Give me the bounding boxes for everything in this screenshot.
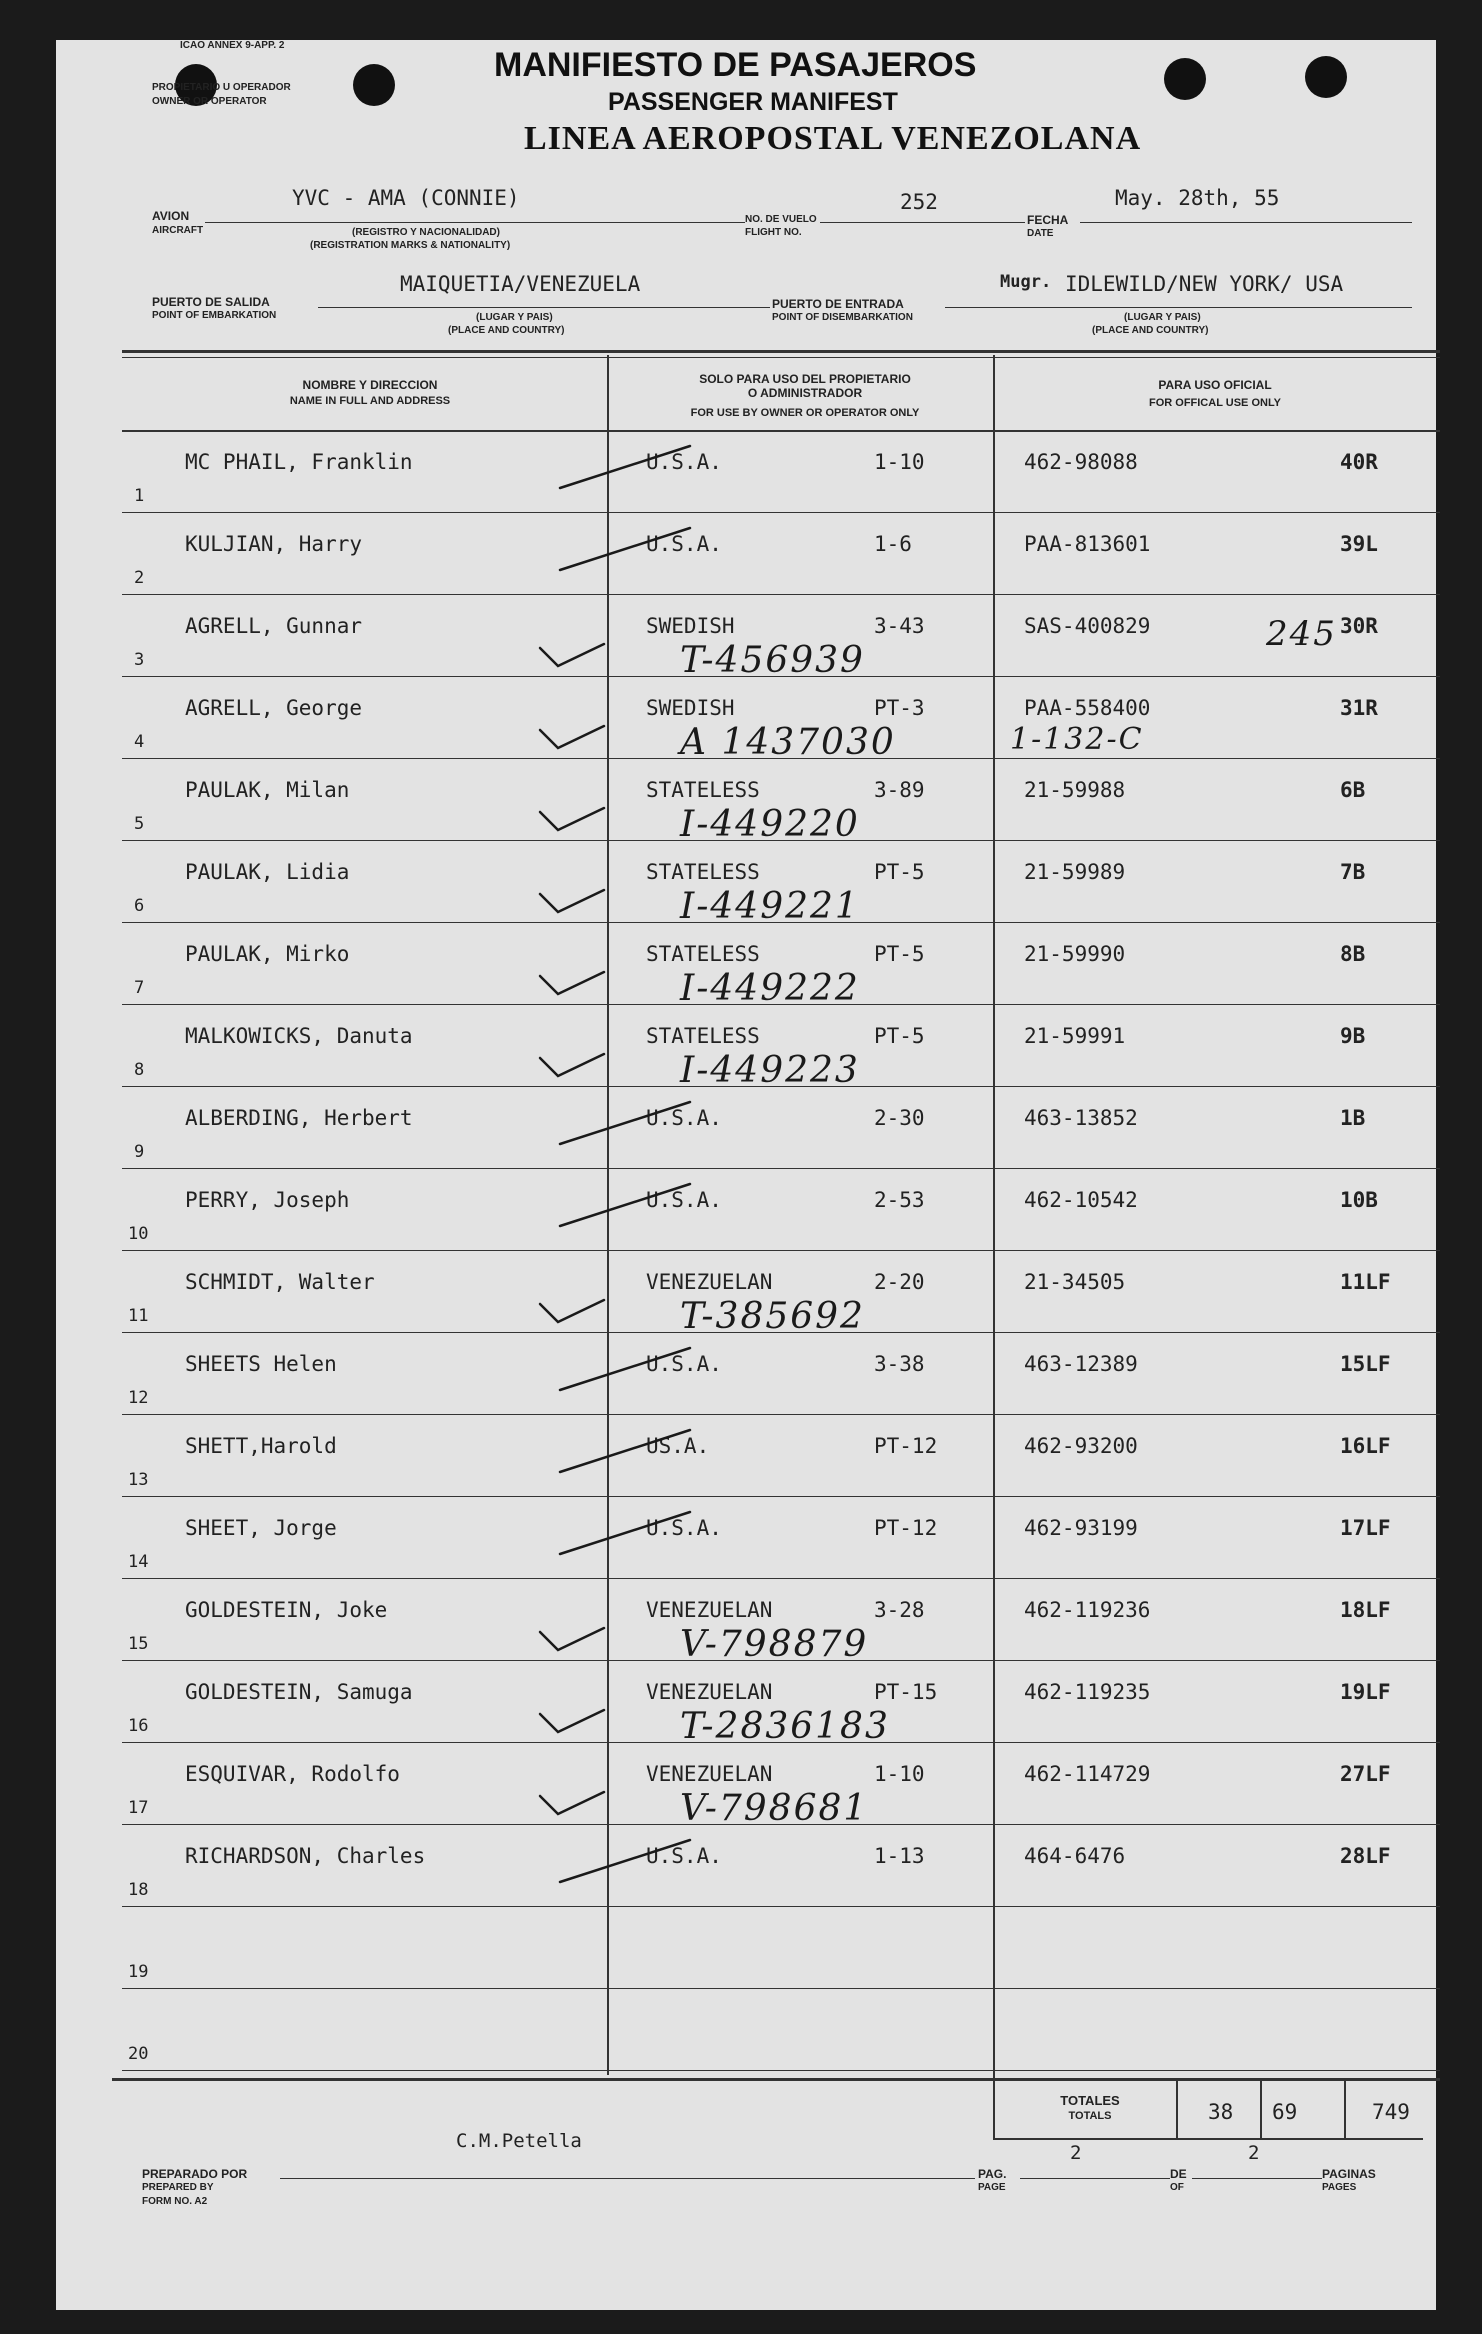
nationality: U.S.A. [646, 1188, 722, 1212]
passenger-name: GOLDESTEIN, Samuga [185, 1680, 413, 1704]
seat: 15LF [1340, 1352, 1391, 1376]
check-mark [560, 1348, 690, 1390]
check-mark [540, 1300, 604, 1322]
seat: 7B [1340, 860, 1366, 884]
row-number: 6 [134, 896, 145, 916]
aircraft-value: YVC - AMA (CONNIE) [292, 186, 520, 210]
ticket-number: 21-59988 [1024, 778, 1126, 802]
seat: 8B [1340, 942, 1366, 966]
ticket-number: 464-6476 [1024, 1844, 1126, 1868]
prepared-label-es: PREPARADO POR [142, 2167, 248, 2181]
ticket-number: 462-10542 [1024, 1188, 1138, 1212]
nationality: U.S.A. [646, 532, 722, 556]
passenger-name: SHEET, Jorge [185, 1516, 337, 1540]
aircraft-label-es: AVION [152, 209, 190, 223]
row-number: 7 [134, 978, 145, 998]
col-header-owner-en: FOR USE BY OWNER OR OPERATOR ONLY [690, 407, 920, 419]
passenger-name: AGRELL, George [185, 696, 363, 720]
embark-label-es: PUERTO DE SALIDA [152, 295, 270, 309]
owner-code: PT-5 [874, 942, 925, 966]
passenger-name: SHETT,Harold [185, 1434, 337, 1458]
passenger-name: AGRELL, Gunnar [185, 614, 363, 638]
nationality: U.S.A. [646, 1106, 722, 1130]
totals-value-2: 69 [1272, 2100, 1298, 2124]
ticket-number: 21-59990 [1024, 942, 1126, 966]
divider [1020, 2178, 1170, 2179]
nationality: STATELESS [646, 942, 760, 966]
row-number: 12 [128, 1388, 149, 1408]
signature-line [280, 2178, 975, 2179]
row-number: 15 [128, 1634, 149, 1654]
flight-label-en: FLIGHT NO. [745, 227, 802, 238]
ticket-number: 462-93200 [1024, 1434, 1138, 1458]
check-mark [560, 1102, 690, 1144]
totals-rule [112, 2078, 1440, 2081]
ticket-number: PAA-558400 [1024, 696, 1151, 720]
seat: 6B [1340, 778, 1366, 802]
row-number: 1 [134, 486, 145, 506]
seat: 19LF [1340, 1680, 1391, 1704]
nationality: VENEZUELAN [646, 1270, 773, 1294]
row-number: 14 [128, 1552, 149, 1572]
ticket-number: PAA-813601 [1024, 532, 1151, 556]
passenger-name: MALKOWICKS, Danuta [185, 1024, 413, 1048]
row-number: 13 [128, 1470, 149, 1490]
nationality: SWEDISH [646, 696, 735, 720]
owner-code: 2-20 [874, 1270, 925, 1294]
airline-name: LINEA AEROPOSTAL VENEZOLANA [524, 120, 1142, 157]
ticket-number: 463-12389 [1024, 1352, 1138, 1376]
check-mark [560, 1184, 690, 1226]
seat: 17LF [1340, 1516, 1391, 1540]
handwritten-id-2: 1-132-C [1010, 722, 1144, 757]
totals-value-3: 749 [1372, 2100, 1410, 2124]
check-mark [540, 890, 604, 912]
passenger-name: SHEETS Helen [185, 1352, 337, 1376]
col-header-name-es: NOMBRE Y DIRECCION [302, 378, 438, 392]
passenger-name: GOLDESTEIN, Joke [185, 1598, 388, 1622]
row-number: 17 [128, 1798, 149, 1818]
form-code: ICAO ANNEX 9-APP. 2 [180, 40, 285, 51]
page-label-en: PAGE [978, 2182, 1006, 2193]
title-es: MANIFIESTO DE PASAJEROS [494, 46, 977, 84]
passenger-name: PAULAK, Milan [185, 778, 350, 802]
ticket-number: 21-59991 [1024, 1024, 1126, 1048]
disembark-label-es: PUERTO DE ENTRADA [772, 297, 904, 311]
embark-sub-en: (PLACE AND COUNTRY) [448, 325, 565, 336]
passenger-name: PAULAK, Mirko [185, 942, 350, 966]
owner-code: 3-89 [874, 778, 925, 802]
handwritten-id: V-798681 [680, 1788, 869, 1829]
owner-code: PT-12 [874, 1434, 938, 1458]
embark-sub-es: (LUGAR Y PAIS) [476, 312, 553, 323]
ticket-number: 462-98088 [1024, 450, 1138, 474]
seat: 27LF [1340, 1762, 1391, 1786]
seat: 31R [1340, 696, 1378, 720]
prepared-label-en: PREPARED BY [142, 2182, 214, 2193]
owner-code: 3-38 [874, 1352, 925, 1376]
passenger-name: SCHMIDT, Walter [185, 1270, 375, 1294]
disembark-prefix: Mugr. [1000, 272, 1052, 292]
owner-label-en: OWNER OR OPERATOR [152, 96, 267, 107]
nationality: STATELESS [646, 860, 760, 884]
seat: 1B [1340, 1106, 1366, 1130]
embark-value: MAIQUETIA/VENEZUELA [400, 272, 641, 296]
seat: 40R [1340, 450, 1378, 474]
row-number: 2 [134, 568, 145, 588]
owner-label-es: PROPIETARIO U OPERADOR [152, 82, 291, 93]
passenger-name: ALBERDING, Herbert [185, 1106, 413, 1130]
row-number: 11 [128, 1306, 149, 1326]
owner-code: PT-5 [874, 860, 925, 884]
ticket-number: 21-59989 [1024, 860, 1126, 884]
owner-code: 3-28 [874, 1598, 925, 1622]
seat: 18LF [1340, 1598, 1391, 1622]
check-mark [540, 644, 604, 666]
row-number: 5 [134, 814, 145, 834]
row-number: 19 [128, 1962, 149, 1982]
owner-code: 1-6 [874, 532, 912, 556]
date-value: May. 28th, 55 [1115, 186, 1280, 210]
pages-label-es: PAGINAS [1322, 2167, 1376, 2181]
check-mark [560, 1430, 690, 1472]
row-number: 9 [134, 1142, 145, 1162]
embark-label-en: POINT OF EMBARKATION [152, 310, 277, 321]
check-mark [560, 528, 690, 570]
of-label-es: DE [1170, 2167, 1187, 2181]
form-number: FORM NO. A2 [142, 2196, 208, 2207]
handwritten-id: A 1437030 [680, 722, 896, 763]
row-number: 3 [134, 650, 145, 670]
check-mark [560, 1512, 690, 1554]
row-number: 16 [128, 1716, 149, 1736]
passenger-name: RICHARDSON, Charles [185, 1844, 426, 1868]
nationality: STATELESS [646, 778, 760, 802]
totals-divider [1260, 2080, 1262, 2140]
pages-label-en: PAGES [1322, 2182, 1357, 2193]
col-header-owner-es2: O ADMINISTRADOR [747, 386, 863, 400]
owner-code: PT-12 [874, 1516, 938, 1540]
ticket-number: 463-13852 [1024, 1106, 1138, 1130]
seat: 28LF [1340, 1844, 1391, 1868]
seat: 16LF [1340, 1434, 1391, 1458]
check-mark [560, 446, 690, 488]
aircraft-sub-en: (REGISTRATION MARKS & NATIONALITY) [310, 240, 511, 251]
of-label-en: OF [1170, 2182, 1184, 2193]
aircraft-label-en: AIRCRAFT [152, 225, 204, 236]
date-label-en: DATE [1027, 228, 1054, 239]
row-number: 4 [134, 732, 145, 752]
totals-label-es: TOTALES [1060, 2093, 1120, 2108]
col-header-official-en: FOR OFFICAL USE ONLY [1148, 397, 1281, 409]
nationality: U.S.A. [646, 1516, 722, 1540]
nationality: VENEZUELAN [646, 1680, 773, 1704]
check-mark [540, 1628, 604, 1650]
handwritten-id: I-449223 [680, 1050, 860, 1091]
handwritten-note: 245 [1266, 614, 1337, 654]
nationality: SWEDISH [646, 614, 735, 638]
col-header-name-en: NAME IN FULL AND ADDRESS [289, 395, 451, 407]
seat: 39L [1340, 532, 1378, 556]
ticket-number: 462-93199 [1024, 1516, 1138, 1540]
owner-code: 1-13 [874, 1844, 925, 1868]
totals-divider [1344, 2080, 1346, 2140]
nationality: VENEZUELAN [646, 1762, 773, 1786]
check-mark [540, 1710, 604, 1732]
check-mark [540, 726, 604, 748]
passenger-name: PERRY, Joseph [185, 1188, 350, 1212]
nationality: U.S.A. [646, 1352, 722, 1376]
nationality: U.S.A. [646, 450, 722, 474]
check-mark [540, 808, 604, 830]
owner-code: 3-43 [874, 614, 925, 638]
ticket-number: 462-119236 [1024, 1598, 1151, 1622]
divider [1192, 2178, 1322, 2179]
page-label-es: PAG. [978, 2167, 1007, 2181]
ticket-number: 462-114729 [1024, 1762, 1151, 1786]
disembark-sub-es: (LUGAR Y PAIS) [1124, 312, 1201, 323]
check-mark [540, 1054, 604, 1076]
totals-label-en: TOTALS [1068, 2110, 1112, 2122]
owner-code: PT-15 [874, 1680, 938, 1704]
ticket-number: 462-119235 [1024, 1680, 1151, 1704]
seat: 30R [1340, 614, 1378, 638]
ticket-number: 21-34505 [1024, 1270, 1126, 1294]
owner-code: 2-53 [874, 1188, 925, 1212]
row-number: 18 [128, 1880, 149, 1900]
disembark-label-en: POINT OF DISEMBARKATION [772, 312, 913, 323]
flight-value: 252 [900, 190, 938, 214]
passenger-name: PAULAK, Lidia [185, 860, 350, 884]
ticket-number: SAS-400829 [1024, 614, 1151, 638]
owner-code: 1-10 [874, 1762, 925, 1786]
check-mark [540, 1792, 604, 1814]
handwritten-id: V-798879 [680, 1624, 869, 1665]
check-mark [540, 972, 604, 994]
handwritten-id: I-449221 [680, 886, 860, 927]
seat: 11LF [1340, 1270, 1391, 1294]
title-en: PASSENGER MANIFEST [608, 88, 898, 116]
check-mark [560, 1840, 690, 1882]
owner-code: 1-10 [874, 450, 925, 474]
disembark-value: IDLEWILD/NEW YORK/ USA [1065, 272, 1344, 296]
totals-divider [993, 2080, 995, 2140]
row-number: 10 [128, 1224, 149, 1244]
nationality: U.S.A. [646, 1844, 722, 1868]
row-number: 20 [128, 2044, 149, 2064]
page-number: 2 [1070, 2142, 1082, 2164]
flight-label-es: NO. DE VUELO [745, 214, 817, 225]
seat: 9B [1340, 1024, 1366, 1048]
handwritten-id: T-2836183 [680, 1706, 890, 1747]
owner-code: PT-5 [874, 1024, 925, 1048]
handwritten-id: I-449222 [680, 968, 860, 1009]
totals-divider [1176, 2080, 1178, 2140]
col-header-owner-es1: SOLO PARA USO DEL PROPIETARIO [699, 372, 911, 386]
preparer-name: C.M.Petella [456, 2130, 582, 2152]
row-number: 8 [134, 1060, 145, 1080]
handwritten-id: I-449220 [680, 804, 860, 845]
owner-code: PT-3 [874, 696, 925, 720]
nationality: US.A. [646, 1434, 710, 1458]
date-label-es: FECHA [1027, 213, 1069, 227]
col-header-official-es: PARA USO OFICIAL [1158, 378, 1272, 392]
totals-bottom-rule [993, 2138, 1423, 2140]
handwritten-id: T-385692 [680, 1296, 865, 1337]
passenger-name: ESQUIVAR, Rodolfo [185, 1762, 400, 1786]
seat: 10B [1340, 1188, 1378, 1212]
handwritten-id: T-456939 [680, 640, 865, 681]
nationality: VENEZUELAN [646, 1598, 773, 1622]
passenger-name: MC PHAIL, Franklin [185, 450, 413, 474]
disembark-sub-en: (PLACE AND COUNTRY) [1092, 325, 1209, 336]
aircraft-sub-es: (REGISTRO Y NACIONALIDAD) [352, 227, 500, 238]
nationality: STATELESS [646, 1024, 760, 1048]
owner-code: 2-30 [874, 1106, 925, 1130]
passenger-name: KULJIAN, Harry [185, 532, 363, 556]
totals-value-1: 38 [1208, 2100, 1234, 2124]
of-number: 2 [1248, 2142, 1260, 2164]
